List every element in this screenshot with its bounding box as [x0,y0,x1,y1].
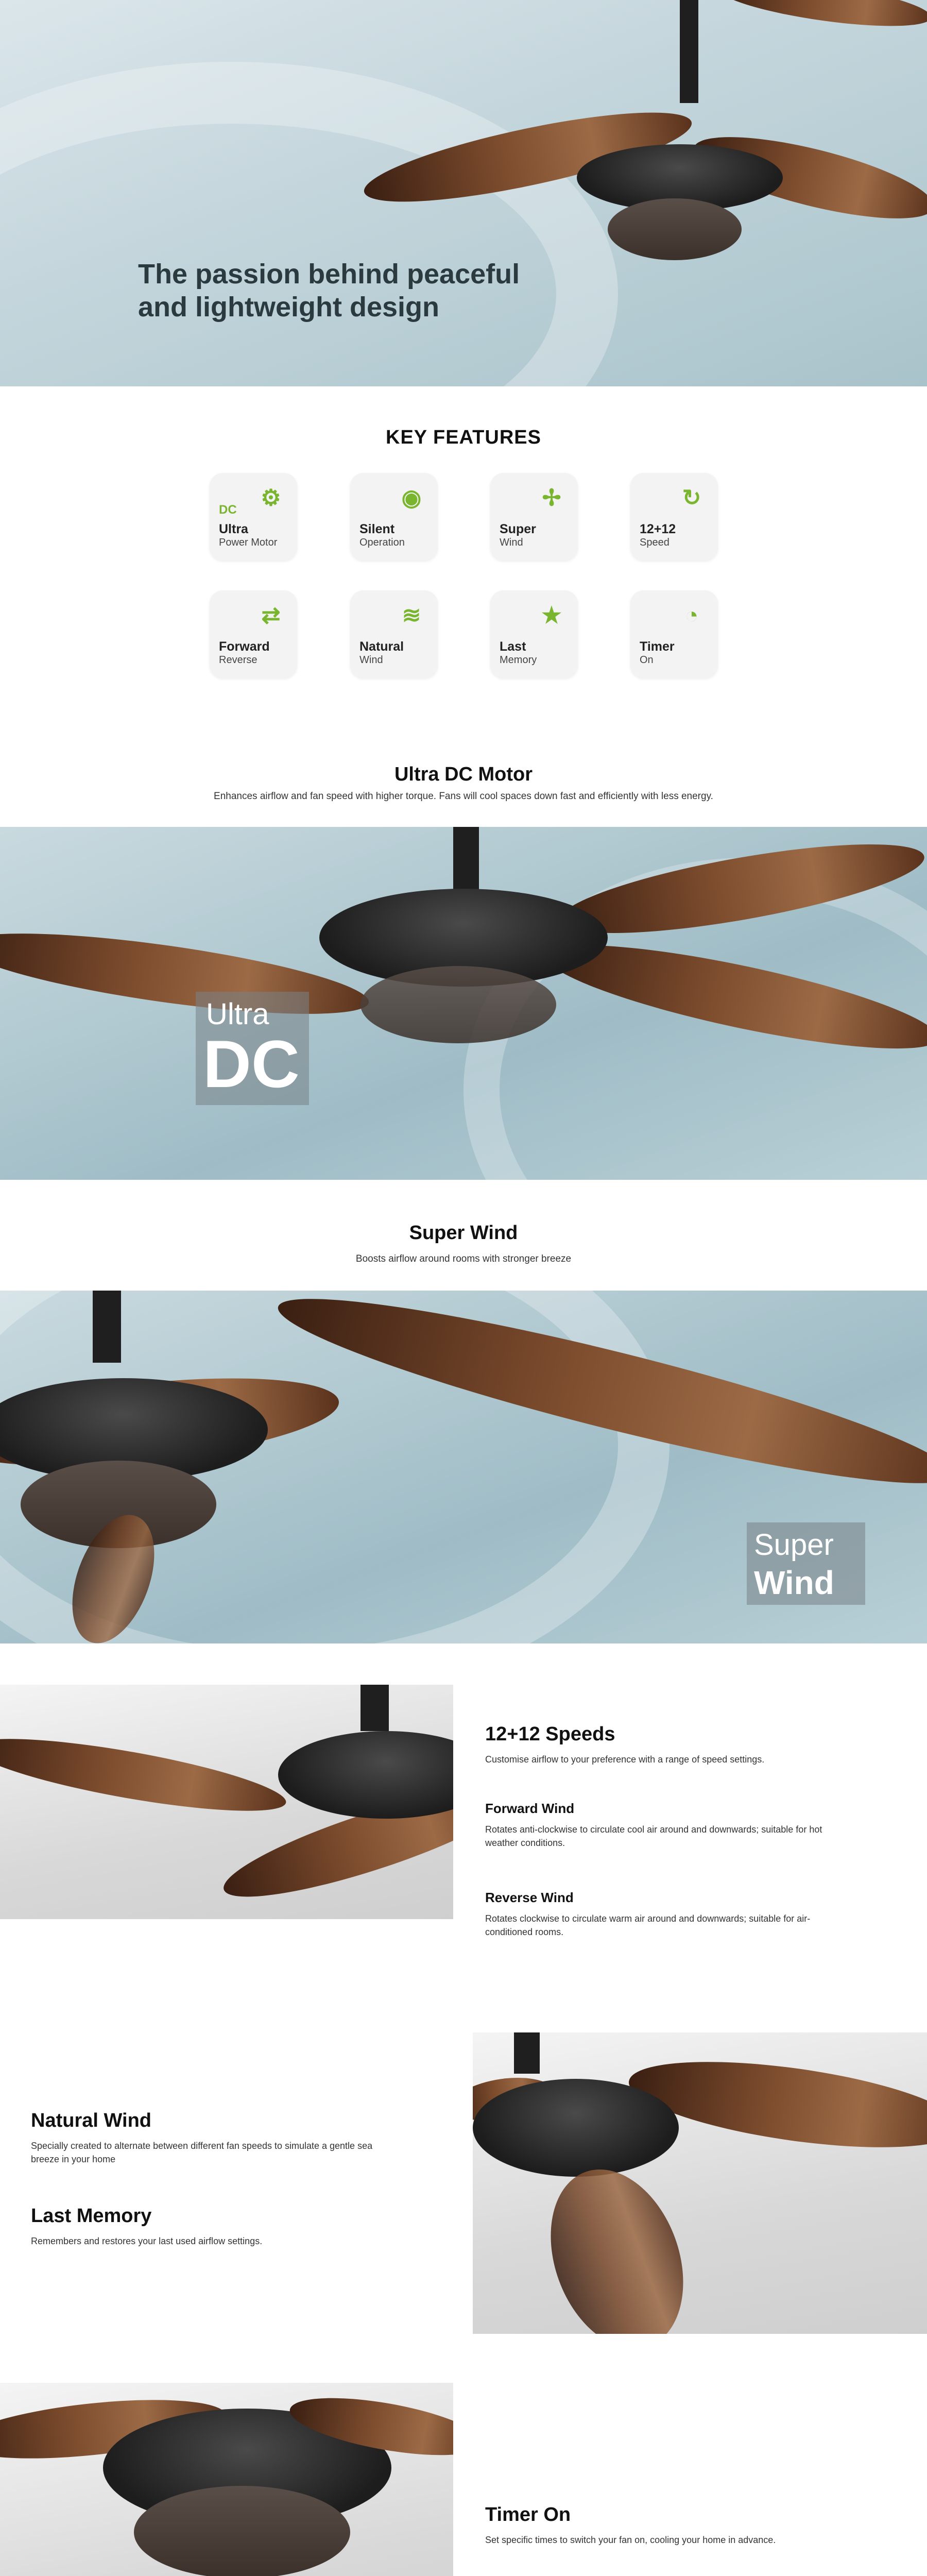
super-wind-desc: Boosts airflow around rooms with stronger breeze [355,1253,572,1264]
forward-wind-title: Forward Wind [485,1801,575,1816]
feature-label-secondary: Reverse [219,654,258,666]
fan-motor-hub [278,1731,453,1819]
fan-blade [0,917,373,1030]
star-icon: ★ [541,603,562,628]
speed-icon: ↻ [682,485,701,511]
wind-icon: ≋ [402,603,421,628]
feature-card [630,473,718,561]
fan-downrod [360,1685,389,1731]
feature-card [350,590,438,678]
dc-motor-icon: ⚙ [261,485,281,511]
fan-blade [0,1724,290,1825]
speeds-photo [0,1685,453,1919]
feature-label-secondary: Operation [359,537,405,548]
timer-desc: Set specific times to switch your fan on, cooling your home in advance. [485,2535,776,2545]
feature-label-secondary: Speed [640,537,670,548]
feature-card [490,473,578,561]
fan-downrod [514,2032,540,2074]
natural-wind-desc-1: Specially created to alternate between different fan speeds to simulate a gentle sea [31,2141,373,2151]
super-wind-photo [0,1291,927,1643]
feature-card [350,473,438,561]
feature-label-primary: Natural [359,639,404,654]
feature-label-secondary: On [640,654,654,666]
badge-text-dc: DC [203,1026,300,1101]
fan-downrod [93,1291,121,1363]
super-wind-badge [747,1522,865,1605]
badge-text-super: Super [754,1528,834,1562]
timer-title: Timer On [485,2504,571,2526]
speeds-desc: Customise airflow to your preference with a range of speed settings. [485,1754,765,1765]
fan-light-cover [608,198,742,260]
ultra-dc-title: Ultra DC Motor [394,764,533,785]
fan-blade [527,2151,707,2334]
fan-blade [714,0,927,36]
fan-motor-hub [473,2079,679,2177]
last-memory-title: Last Memory [31,2205,152,2227]
feature-badge-text: DC [219,503,237,517]
feature-label-secondary: Memory [500,654,537,666]
key-features-title: KEY FEATURES [386,427,541,448]
ultra-dc-photo [0,827,927,1180]
feature-label-primary: Forward [219,639,270,654]
timer-photo [0,2383,453,2576]
feature-label-secondary: Wind [500,537,523,548]
ultra-dc-badge [196,992,309,1105]
forward-wind-desc-2: weather conditions. [485,1838,565,1848]
reverse-wind-desc-1: Rotates clockwise to circulate warm air around and downwards; suitable for air- [485,1913,811,1924]
super-wind-title: Super Wind [409,1222,518,1244]
feature-label-primary: Super [500,522,536,536]
ultra-dc-desc: Enhances airflow and fan speed with higher torque. Fans will cool spaces down fast and efficiently with less energy. [214,791,713,802]
fan-light-cover [360,966,556,1043]
feature-card [490,590,578,678]
hero-banner [0,0,927,386]
fan-downrod [453,827,479,894]
hero-title-line2: and lightweight design [138,292,439,323]
feature-label-secondary: Wind [359,654,383,666]
natural-wind-title: Natural Wind [31,2110,151,2131]
feature-label-primary: Timer [640,639,675,654]
feature-card [210,590,297,678]
hero-title [138,258,602,324]
arrows-icon: ⇄ [261,603,281,628]
fan-light-cover [134,2486,350,2576]
feature-label-primary: Ultra [219,522,248,536]
decorative-swirl [0,62,618,386]
feature-card [210,473,297,561]
speeds-title: 12+12 Speeds [485,1723,615,1745]
feature-card [630,590,718,678]
feature-label-primary: 12+12 [640,522,676,536]
last-memory-desc: Remembers and restores your last used airflow settings. [31,2236,263,2246]
feature-label-primary: Silent [359,522,395,536]
natural-wind-photo [473,2032,927,2334]
badge-text-wind: Wind [754,1564,834,1601]
feature-label-secondary: Power Motor [219,537,278,548]
hero-title-line1: The passion behind peaceful [138,259,520,290]
badge-text-ultra: Ultra [206,997,269,1031]
natural-wind-desc-2: breeze in your home [31,2154,116,2164]
reverse-wind-title: Reverse Wind [485,1890,574,1905]
fan-downrod [680,0,698,103]
feature-label-primary: Last [500,639,526,654]
timer-icon: ◔ [684,603,699,628]
reverse-wind-desc-2: conditioned rooms. [485,1927,564,1937]
forward-wind-desc-1: Rotates anti-clockwise to circulate cool air around and downwards; suitable for hot [485,1824,822,1835]
silent-icon: ◉ [401,485,422,511]
fan-icon: ✢ [542,485,561,511]
